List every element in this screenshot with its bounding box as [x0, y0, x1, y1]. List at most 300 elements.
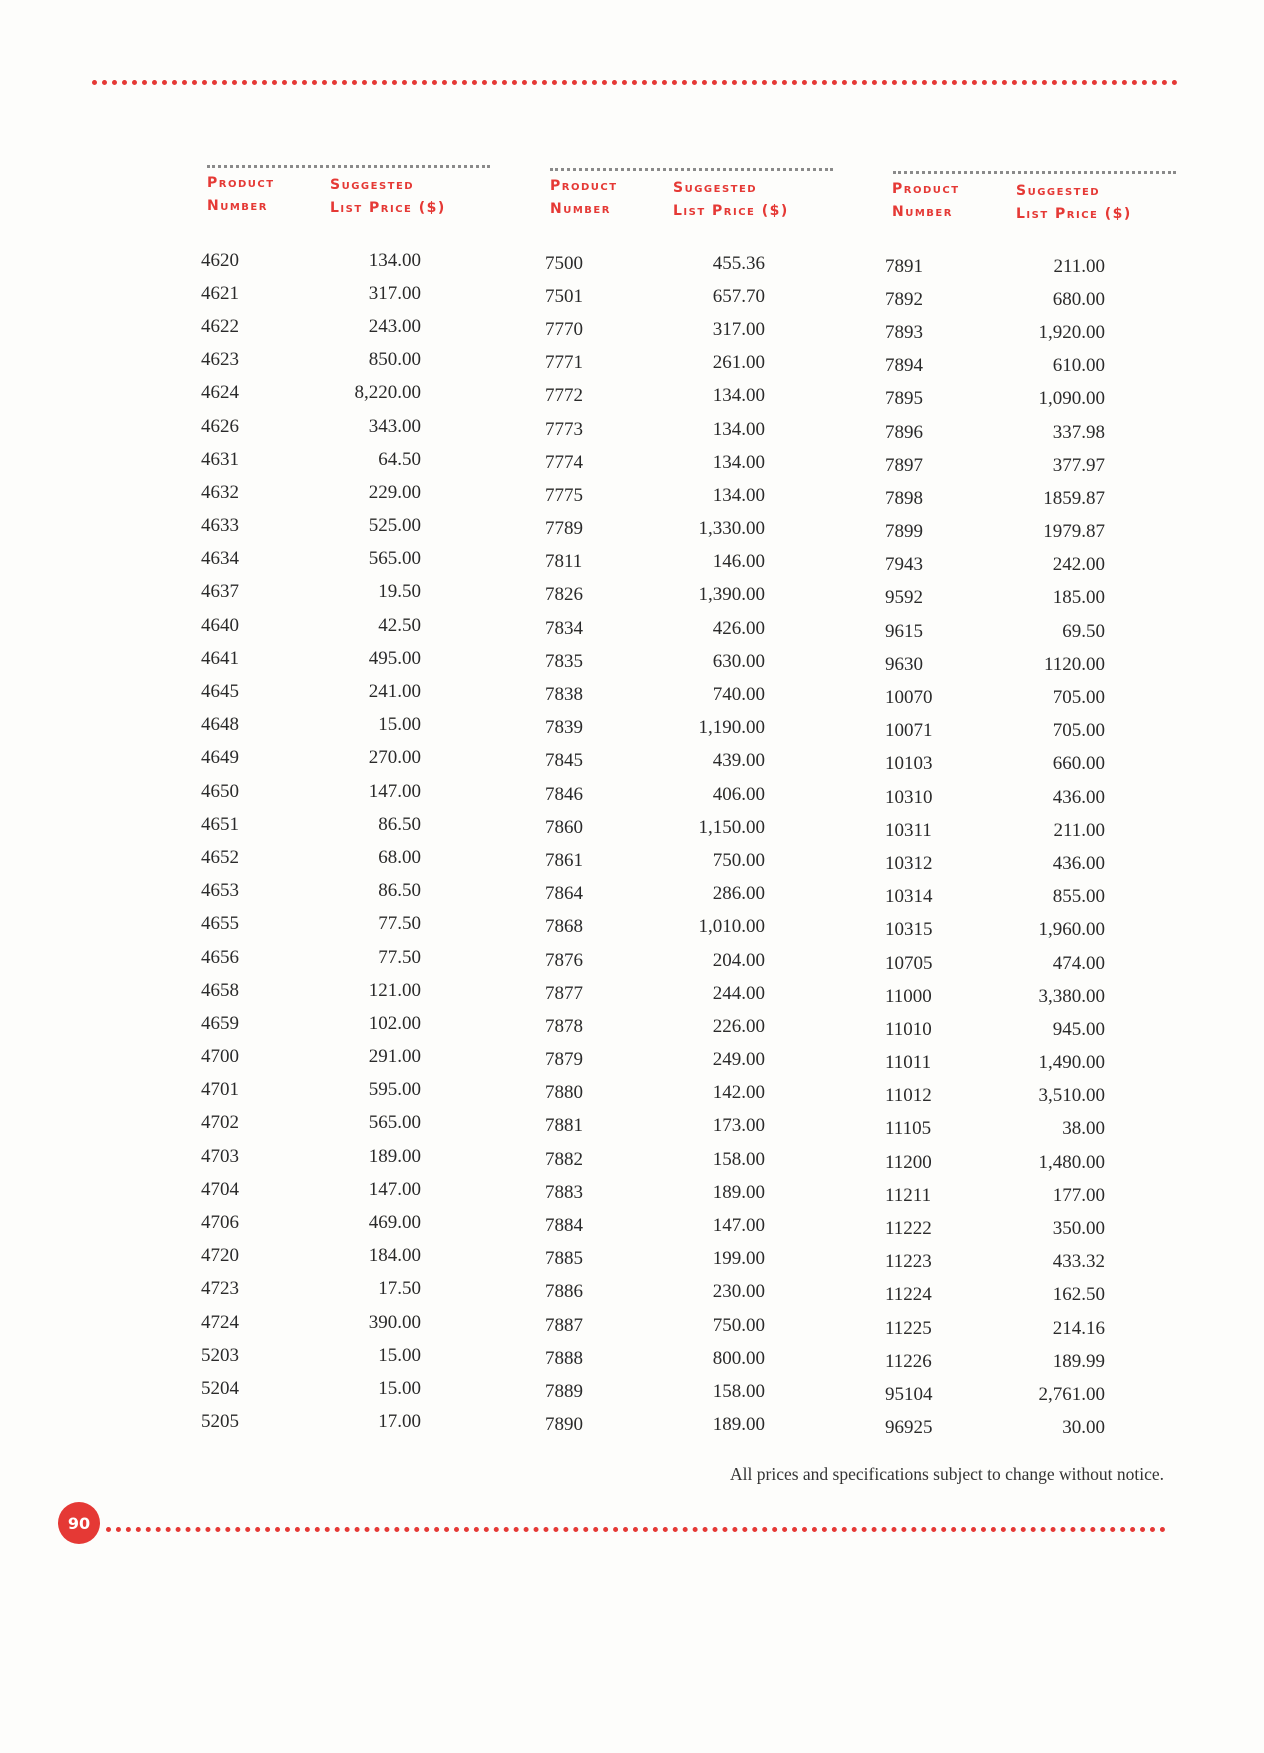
- product-number: 7772: [545, 385, 583, 407]
- product-number: 4645: [201, 681, 239, 703]
- list-price: 242.00: [1052, 554, 1105, 576]
- table-row: [885, 1312, 1105, 1345]
- table-row: [545, 380, 765, 413]
- table-row: [201, 344, 421, 377]
- table-row: [201, 675, 421, 708]
- product-number: 11224: [885, 1284, 932, 1306]
- list-price: 800.00: [712, 1347, 765, 1369]
- table-row: [885, 549, 1105, 582]
- table-row: [201, 775, 421, 808]
- product-number: 7861: [545, 849, 583, 871]
- table-row: [545, 313, 765, 346]
- list-price: 189.99: [1052, 1350, 1105, 1372]
- product-number: 7876: [545, 949, 583, 971]
- table-row: [201, 277, 421, 310]
- list-price: 189.00: [368, 1145, 421, 1167]
- product-number: 4720: [201, 1245, 239, 1267]
- product-number: 7886: [545, 1281, 583, 1303]
- table-row: [885, 1179, 1105, 1212]
- product-number: 5204: [201, 1377, 239, 1399]
- column-2-number-header: Product Number: [550, 178, 618, 217]
- list-price: 19.50: [378, 581, 421, 603]
- table-row: [885, 516, 1105, 549]
- list-price: 750.00: [712, 1314, 765, 1336]
- list-price: 86.50: [378, 813, 421, 835]
- list-price: 177.00: [1052, 1184, 1105, 1206]
- table-row: [885, 383, 1105, 416]
- product-number: 9630: [885, 653, 923, 675]
- column-2-header-rule: [550, 168, 833, 171]
- list-price: 377.97: [1052, 454, 1105, 476]
- list-price: 189.00: [712, 1414, 765, 1436]
- product-number: 11225: [885, 1317, 932, 1339]
- column-1-number-header: Product Number: [207, 175, 275, 214]
- table-row: [545, 678, 765, 711]
- list-price: 121.00: [368, 979, 421, 1001]
- column-3-header-rule: [893, 171, 1176, 174]
- table-row: [885, 681, 1105, 714]
- product-number: 4631: [201, 448, 239, 470]
- product-number: 7770: [545, 318, 583, 340]
- page-number-badge: 90: [58, 1502, 100, 1544]
- product-number: 7892: [885, 288, 923, 310]
- list-price: 436.00: [1052, 786, 1105, 808]
- table-row: [545, 1276, 765, 1309]
- product-number: 95104: [885, 1383, 933, 1405]
- list-price: 241.00: [368, 681, 421, 703]
- table-row: [885, 1146, 1105, 1179]
- list-price: 142.00: [712, 1082, 765, 1104]
- list-price: 1120.00: [1043, 653, 1105, 675]
- table-row: [885, 482, 1105, 515]
- table-row: [545, 347, 765, 380]
- price-table-column-2: [545, 247, 765, 1442]
- table-row: [545, 579, 765, 612]
- product-number: 7838: [545, 684, 583, 706]
- table-row: [545, 1077, 765, 1110]
- product-number: 4701: [201, 1079, 239, 1101]
- table-row: [885, 814, 1105, 847]
- product-number: 10071: [885, 720, 933, 742]
- table-row: [545, 712, 765, 745]
- list-price: 134.00: [712, 385, 765, 407]
- table-row: [885, 283, 1105, 316]
- table-row: [885, 648, 1105, 681]
- table-row: [885, 847, 1105, 880]
- list-price: 406.00: [712, 783, 765, 805]
- top-dotted-rule: [92, 80, 1178, 85]
- product-number: 4653: [201, 880, 239, 902]
- list-price: 525.00: [368, 515, 421, 537]
- table-row: [201, 709, 421, 742]
- table-row: [201, 1306, 421, 1339]
- table-row: [201, 310, 421, 343]
- table-row: [885, 947, 1105, 980]
- product-number: 7839: [545, 717, 583, 739]
- product-number: 7888: [545, 1347, 583, 1369]
- product-number: 7845: [545, 750, 583, 772]
- product-number: 10103: [885, 753, 933, 775]
- table-row: [201, 875, 421, 908]
- table-row: [885, 1378, 1105, 1411]
- list-price: 343.00: [368, 415, 421, 437]
- list-price: 2,761.00: [1038, 1383, 1105, 1405]
- table-row: [545, 1309, 765, 1342]
- list-price: 1,480.00: [1038, 1151, 1105, 1173]
- product-number: 4641: [201, 647, 239, 669]
- list-price: 147.00: [712, 1215, 765, 1237]
- table-row: [201, 841, 421, 874]
- table-row: [885, 582, 1105, 615]
- table-row: [201, 543, 421, 576]
- table-row: [545, 1110, 765, 1143]
- table-row: [545, 1209, 765, 1242]
- list-price: 350.00: [1052, 1218, 1105, 1240]
- table-row: [545, 944, 765, 977]
- table-row: [201, 1372, 421, 1405]
- list-price: 291.00: [368, 1046, 421, 1068]
- product-number: 4659: [201, 1012, 239, 1034]
- product-number: 9615: [885, 620, 923, 642]
- product-number: 7500: [545, 252, 583, 274]
- table-row: [545, 1342, 765, 1375]
- list-price: 565.00: [368, 548, 421, 570]
- table-row: [201, 576, 421, 609]
- list-price: 469.00: [368, 1212, 421, 1234]
- table-row: [545, 513, 765, 546]
- table-row: [201, 1007, 421, 1040]
- product-number: 11105: [885, 1118, 932, 1140]
- table-row: [545, 1176, 765, 1209]
- table-row: [201, 244, 421, 277]
- table-row: [545, 1044, 765, 1077]
- table-row: [885, 316, 1105, 349]
- table-row: [201, 1273, 421, 1306]
- list-price: 426.00: [712, 617, 765, 639]
- list-price: 244.00: [712, 982, 765, 1004]
- list-price: 68.00: [378, 846, 421, 868]
- list-price: 3,380.00: [1038, 985, 1105, 1007]
- table-row: [201, 443, 421, 476]
- product-number: 4706: [201, 1212, 239, 1234]
- table-row: [545, 1409, 765, 1442]
- product-number: 7878: [545, 1015, 583, 1037]
- product-number: 4702: [201, 1112, 239, 1134]
- list-price: 630.00: [712, 650, 765, 672]
- product-number: 7889: [545, 1380, 583, 1402]
- product-number: 96925: [885, 1417, 933, 1439]
- product-number: 7811: [545, 551, 583, 573]
- list-price: 243.00: [368, 315, 421, 337]
- list-price: 433.32: [1052, 1251, 1105, 1273]
- table-row: [885, 1345, 1105, 1378]
- list-price: 184.00: [368, 1245, 421, 1267]
- column-1-price-header: Suggested List Price ($): [330, 177, 446, 216]
- table-row: [201, 410, 421, 443]
- product-number: 7846: [545, 783, 583, 805]
- list-price: 390.00: [368, 1311, 421, 1333]
- table-row: [545, 612, 765, 645]
- product-number: 7883: [545, 1181, 583, 1203]
- table-row: [201, 808, 421, 841]
- product-number: 11000: [885, 985, 932, 1007]
- product-number: 7898: [885, 487, 923, 509]
- table-row: [201, 476, 421, 509]
- list-price: 945.00: [1052, 1018, 1105, 1040]
- list-price: 595.00: [368, 1079, 421, 1101]
- table-row: [545, 977, 765, 1010]
- product-number: 7880: [545, 1082, 583, 1104]
- list-price: 249.00: [712, 1049, 765, 1071]
- table-row: [545, 844, 765, 877]
- list-price: 189.00: [712, 1181, 765, 1203]
- list-price: 30.00: [1062, 1417, 1105, 1439]
- product-number: 4649: [201, 747, 239, 769]
- product-number: 5203: [201, 1344, 239, 1366]
- list-price: 211.00: [1053, 255, 1105, 277]
- table-row: [885, 416, 1105, 449]
- price-disclaimer: All prices and specifications subject to change without notice.: [730, 1464, 1164, 1484]
- product-number: 7773: [545, 418, 583, 440]
- table-row: [885, 715, 1105, 748]
- list-price: 17.50: [378, 1278, 421, 1300]
- list-price: 64.50: [378, 448, 421, 470]
- column-3-number-header: Product Number: [892, 181, 960, 220]
- product-number: 4723: [201, 1278, 239, 1300]
- product-number: 4656: [201, 946, 239, 968]
- table-row: [545, 446, 765, 479]
- product-number: 11012: [885, 1085, 932, 1107]
- list-price: 8,220.00: [354, 382, 421, 404]
- product-number: 4724: [201, 1311, 239, 1333]
- table-row: [545, 745, 765, 778]
- product-number: 4704: [201, 1178, 239, 1200]
- table-row: [545, 546, 765, 579]
- product-number: 7894: [885, 355, 923, 377]
- product-number: 4633: [201, 515, 239, 537]
- product-number: 4650: [201, 780, 239, 802]
- product-number: 7864: [545, 883, 583, 905]
- list-price: 1,490.00: [1038, 1052, 1105, 1074]
- product-number: 10315: [885, 919, 933, 941]
- list-price: 317.00: [368, 282, 421, 304]
- table-row: [885, 1113, 1105, 1146]
- list-price: 229.00: [368, 481, 421, 503]
- list-price: 42.50: [378, 614, 421, 636]
- list-price: 1979.87: [1043, 521, 1105, 543]
- list-price: 495.00: [368, 647, 421, 669]
- table-row: [545, 811, 765, 844]
- list-price: 750.00: [712, 849, 765, 871]
- list-price: 158.00: [712, 1380, 765, 1402]
- product-number: 7887: [545, 1314, 583, 1336]
- product-number: 7501: [545, 285, 583, 307]
- product-number: 4648: [201, 714, 239, 736]
- product-number: 4651: [201, 813, 239, 835]
- list-price: 1,920.00: [1038, 321, 1105, 343]
- product-number: 7877: [545, 982, 583, 1004]
- product-number: 7860: [545, 816, 583, 838]
- table-row: [201, 510, 421, 543]
- product-number: 7891: [885, 255, 923, 277]
- table-row: [545, 413, 765, 446]
- product-number: 7884: [545, 1215, 583, 1237]
- list-price: 17.00: [378, 1411, 421, 1433]
- table-row: [201, 1339, 421, 1372]
- table-row: [201, 377, 421, 410]
- product-number: 4632: [201, 481, 239, 503]
- product-number: 5205: [201, 1411, 239, 1433]
- product-number: 4622: [201, 315, 239, 337]
- bottom-dotted-rule: [106, 1527, 1166, 1532]
- product-number: 10312: [885, 852, 933, 874]
- list-price: 69.50: [1062, 620, 1105, 642]
- list-price: 474.00: [1052, 952, 1105, 974]
- list-price: 211.00: [1053, 819, 1105, 841]
- product-number: 4637: [201, 581, 239, 603]
- table-row: [545, 479, 765, 512]
- list-price: 15.00: [378, 1377, 421, 1399]
- table-row: [885, 1047, 1105, 1080]
- product-number: 7881: [545, 1115, 583, 1137]
- list-price: 439.00: [712, 750, 765, 772]
- list-price: 270.00: [368, 747, 421, 769]
- product-number: 4624: [201, 382, 239, 404]
- table-row: [545, 878, 765, 911]
- list-price: 15.00: [378, 714, 421, 736]
- product-number: 4621: [201, 282, 239, 304]
- list-price: 204.00: [712, 949, 765, 971]
- table-row: [885, 1013, 1105, 1046]
- table-row: [545, 280, 765, 313]
- list-price: 317.00: [712, 318, 765, 340]
- table-row: [885, 980, 1105, 1013]
- table-row: [885, 881, 1105, 914]
- table-row: [201, 609, 421, 642]
- table-row: [545, 778, 765, 811]
- product-number: 4655: [201, 913, 239, 935]
- product-number: 7897: [885, 454, 923, 476]
- list-price: 86.50: [378, 880, 421, 902]
- list-price: 3,510.00: [1038, 1085, 1105, 1107]
- product-number: 11211: [885, 1184, 932, 1206]
- list-price: 1,190.00: [698, 717, 765, 739]
- list-price: 199.00: [712, 1248, 765, 1270]
- product-number: 7893: [885, 321, 923, 343]
- table-row: [885, 1212, 1105, 1245]
- list-price: 565.00: [368, 1112, 421, 1134]
- list-price: 134.00: [712, 451, 765, 473]
- product-number: 4626: [201, 415, 239, 437]
- column-1-header-rule: [207, 165, 490, 168]
- list-price: 162.50: [1052, 1284, 1105, 1306]
- product-number: 7885: [545, 1248, 583, 1270]
- column-3-price-header: Suggested List Price ($): [1016, 183, 1132, 222]
- table-row: [545, 645, 765, 678]
- product-number: 7895: [885, 388, 923, 410]
- table-row: [885, 449, 1105, 482]
- list-price: 102.00: [368, 1012, 421, 1034]
- list-price: 455.36: [712, 252, 765, 274]
- table-row: [545, 1243, 765, 1276]
- product-number: 10310: [885, 786, 933, 808]
- table-row: [885, 748, 1105, 781]
- list-price: 147.00: [368, 780, 421, 802]
- list-price: 1859.87: [1043, 487, 1105, 509]
- list-price: 705.00: [1052, 687, 1105, 709]
- list-price: 1,150.00: [698, 816, 765, 838]
- list-price: 134.00: [712, 418, 765, 440]
- table-row: [885, 1080, 1105, 1113]
- list-price: 146.00: [712, 551, 765, 573]
- product-number: 4658: [201, 979, 239, 1001]
- list-price: 1,960.00: [1038, 919, 1105, 941]
- list-price: 855.00: [1052, 886, 1105, 908]
- product-number: 7882: [545, 1148, 583, 1170]
- list-price: 185.00: [1052, 587, 1105, 609]
- list-price: 226.00: [712, 1015, 765, 1037]
- table-row: [201, 1074, 421, 1107]
- product-number: 7835: [545, 650, 583, 672]
- list-price: 740.00: [712, 684, 765, 706]
- product-number: 7868: [545, 916, 583, 938]
- product-number: 11223: [885, 1251, 932, 1273]
- list-price: 1,390.00: [698, 584, 765, 606]
- product-number: 11222: [885, 1218, 932, 1240]
- table-row: [201, 742, 421, 775]
- product-number: 7774: [545, 451, 583, 473]
- table-row: [201, 974, 421, 1007]
- table-row: [201, 1107, 421, 1140]
- list-price: 173.00: [712, 1115, 765, 1137]
- table-row: [201, 642, 421, 675]
- table-row: [545, 911, 765, 944]
- product-number: 7943: [885, 554, 923, 576]
- table-row: [201, 1240, 421, 1273]
- product-number: 7771: [545, 352, 583, 374]
- list-price: 134.00: [368, 249, 421, 271]
- product-number: 4623: [201, 349, 239, 371]
- column-2-price-header: Suggested List Price ($): [673, 180, 789, 219]
- product-number: 4620: [201, 249, 239, 271]
- product-number: 7879: [545, 1049, 583, 1071]
- product-number: 7899: [885, 521, 923, 543]
- product-number: 7826: [545, 584, 583, 606]
- product-number: 11200: [885, 1151, 932, 1173]
- list-price: 1,330.00: [698, 518, 765, 540]
- product-number: 7789: [545, 518, 583, 540]
- product-number: 4652: [201, 846, 239, 868]
- list-price: 705.00: [1052, 720, 1105, 742]
- table-row: [545, 1375, 765, 1408]
- list-price: 286.00: [712, 883, 765, 905]
- table-row: [201, 1041, 421, 1074]
- table-row: [885, 1412, 1105, 1445]
- product-number: 10314: [885, 886, 933, 908]
- table-row: [545, 1143, 765, 1176]
- list-price: 610.00: [1052, 355, 1105, 377]
- list-price: 230.00: [712, 1281, 765, 1303]
- list-price: 77.50: [378, 946, 421, 968]
- list-price: 214.16: [1052, 1317, 1105, 1339]
- table-row: [885, 350, 1105, 383]
- list-price: 15.00: [378, 1344, 421, 1366]
- table-row: [885, 615, 1105, 648]
- price-table-column-3: [885, 250, 1105, 1445]
- list-price: 158.00: [712, 1148, 765, 1170]
- list-price: 436.00: [1052, 852, 1105, 874]
- product-number: 10311: [885, 819, 932, 841]
